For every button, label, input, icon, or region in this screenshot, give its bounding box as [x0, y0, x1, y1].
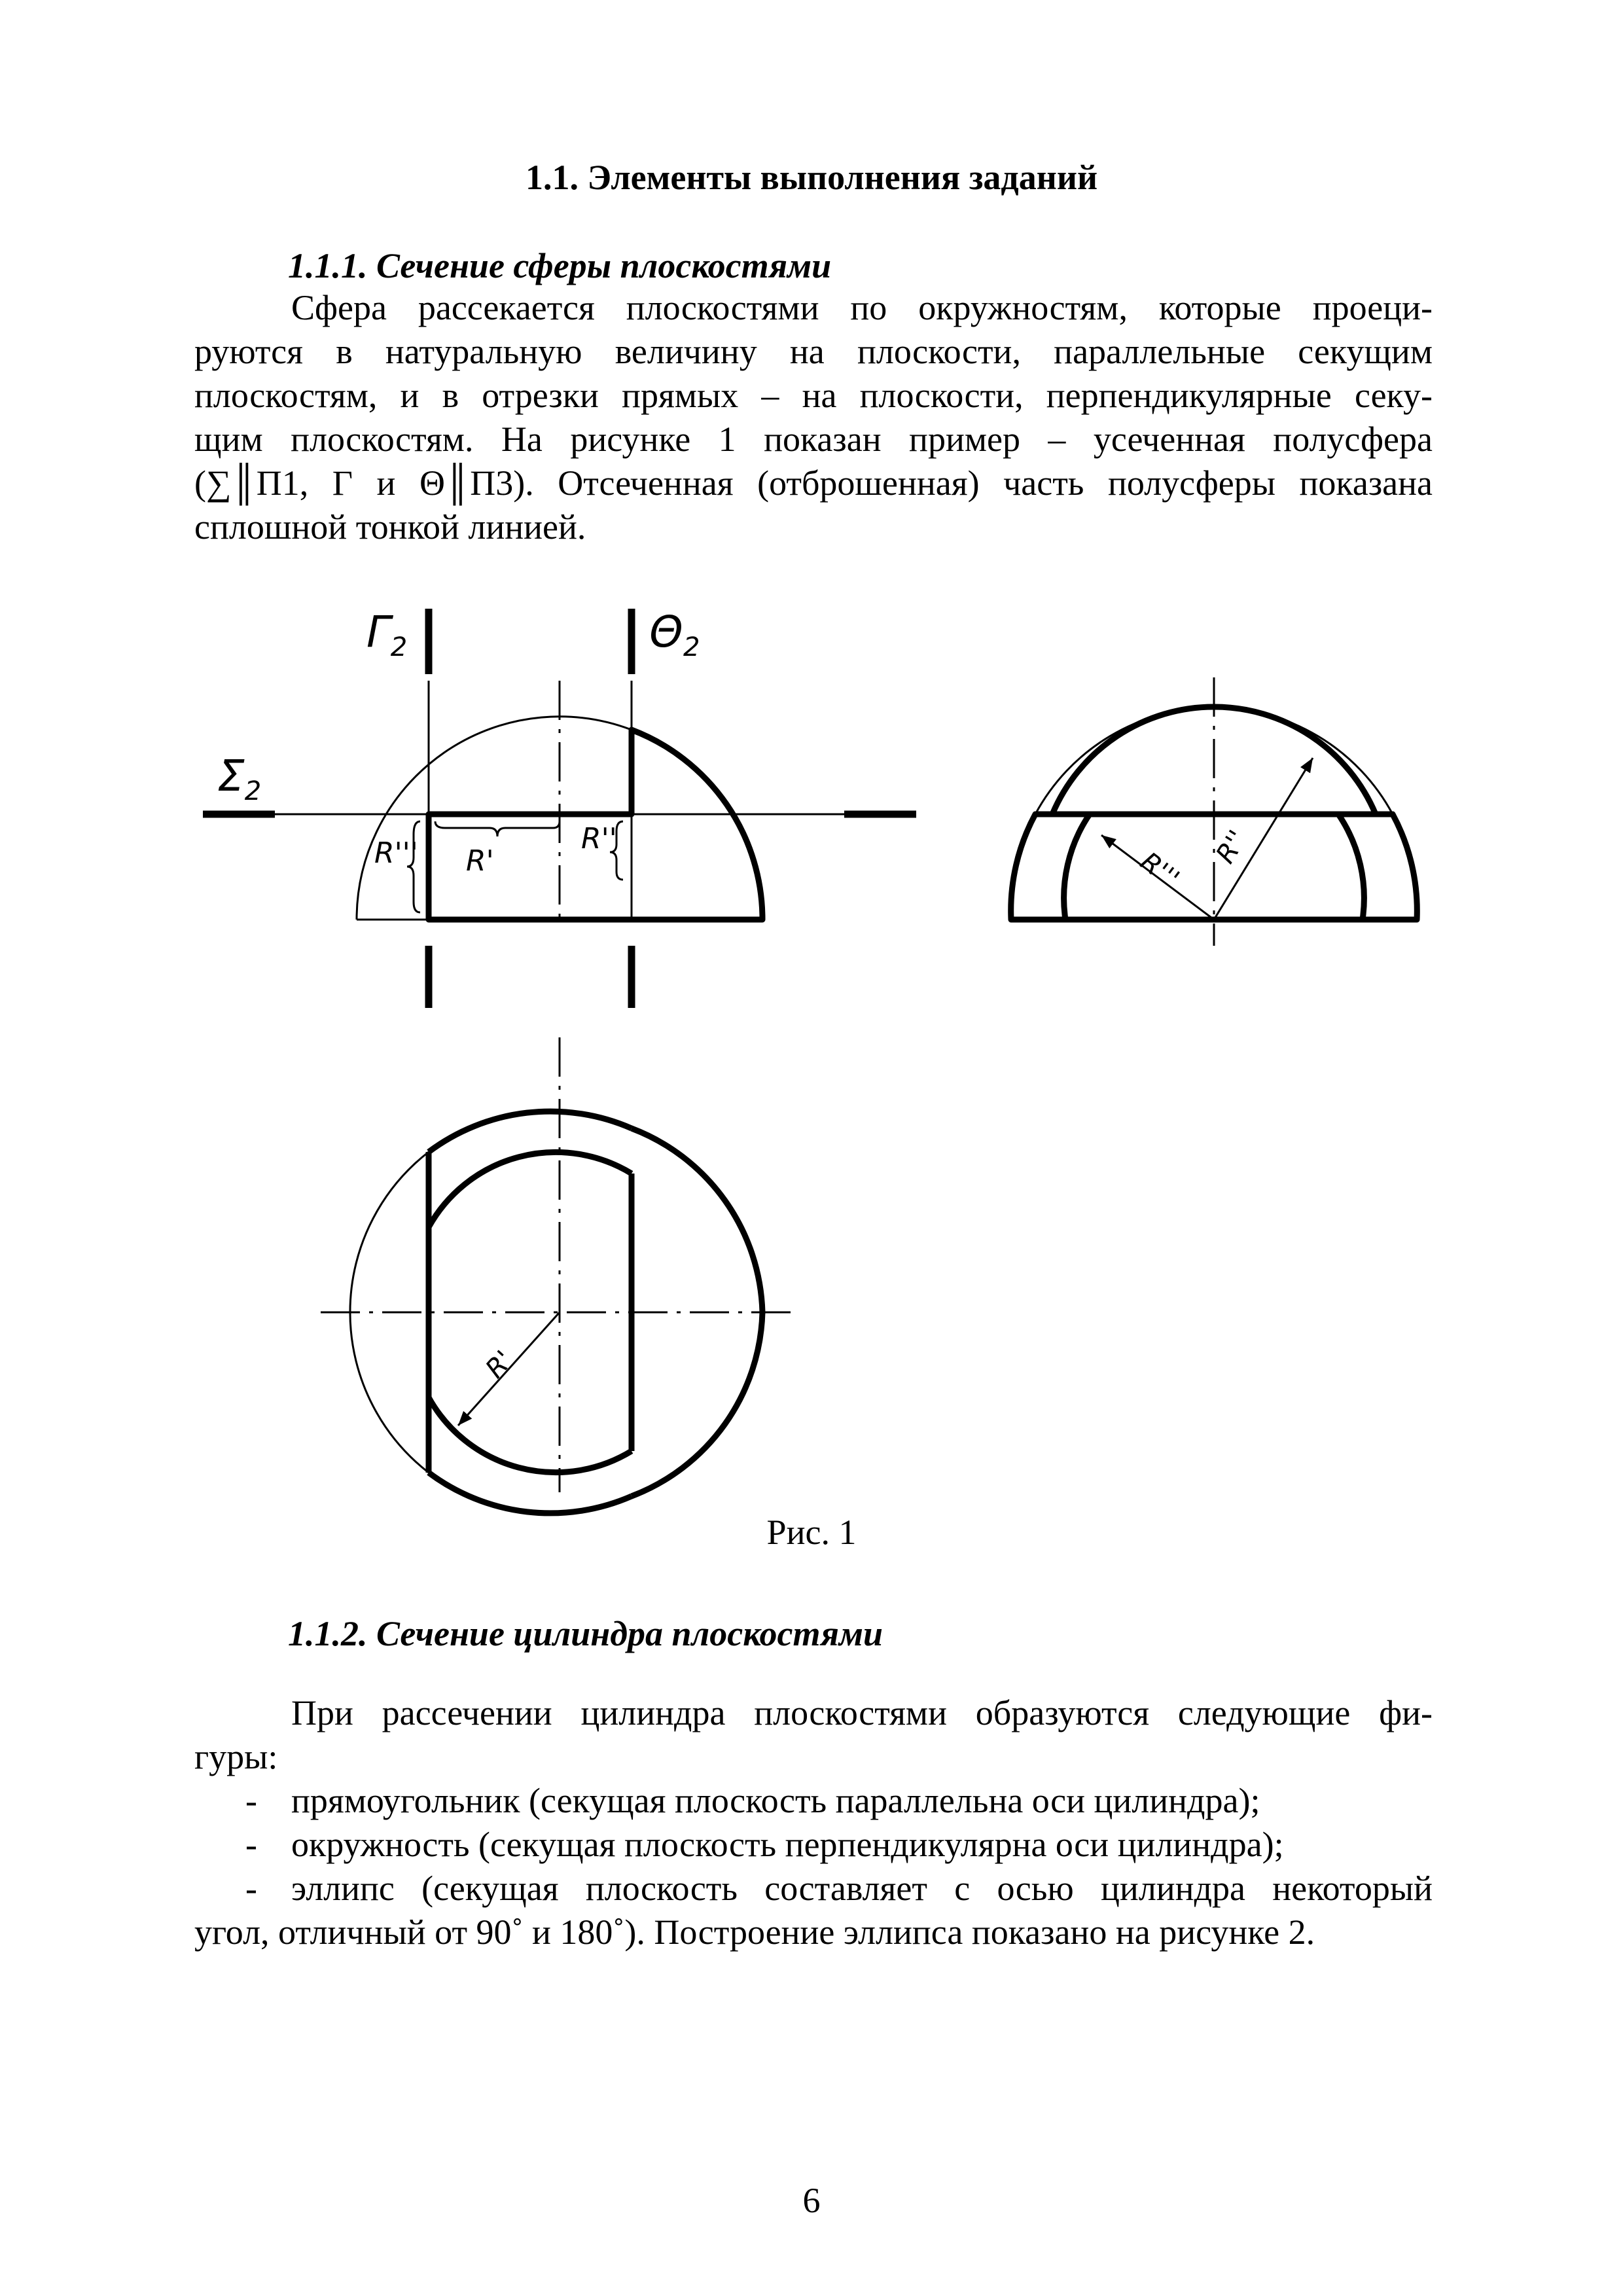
label-r-double: R'' — [581, 822, 617, 855]
paragraph-cylinder-section — [194, 1691, 1433, 1954]
text-line: руются в натуральную величину на плоскости, параллельные секущим — [194, 332, 1433, 371]
figure-caption: Рис. 1 — [766, 1513, 857, 1552]
list-item: - прямоугольник (секущая плоскость параллельна оси цилиндра); — [245, 1781, 1260, 1820]
text-line: щим плоскостям. На рисунке 1 показан пример – усеченная полусфера — [194, 420, 1433, 459]
side-view — [1011, 677, 1418, 946]
label-sigma-2: $\Sigma_2$ — [217, 751, 262, 806]
text-line: угол, отличный от 90˚ и 180˚). Построение эллипса показано на рисунке 2. — [194, 1912, 1315, 1952]
page-number: 6 — [802, 2181, 821, 2220]
list-item: - эллипс (секущая плоскость составляет с осью цилиндра некоторый — [245, 1869, 1433, 1908]
inner-section-arc — [429, 1397, 632, 1473]
front-view — [203, 609, 916, 1008]
text-line: При рассечении цилиндра плоскостями образуются следующие фи- — [291, 1693, 1433, 1732]
label-r-triple-side: R''' — [1134, 846, 1185, 895]
subscript: 2 — [244, 776, 262, 806]
removed-portion-outline — [357, 717, 632, 920]
label-r-single: R' — [466, 844, 494, 878]
text-line: Сфера рассекается плоскостями по окружностям, которые проеци- — [291, 288, 1433, 327]
label-r-single-top: R' — [480, 1345, 520, 1384]
inner-section-arc — [1064, 814, 1090, 920]
retained-outline — [429, 1107, 762, 1505]
label-gamma-2: $Г_2$ — [366, 607, 408, 662]
top-view — [321, 1037, 798, 1513]
inner-section-arc — [429, 1152, 632, 1227]
label-r-double-side: R'' — [1210, 825, 1253, 869]
subsection-heading-sphere: 1.1.1. Сечение сферы плоскостями — [288, 246, 832, 285]
label-r-triple: R''' — [374, 836, 418, 870]
section-heading: 1.1. Элементы выполнения заданий — [525, 158, 1098, 197]
text-line: гуры: — [194, 1737, 278, 1776]
subsection-heading-cylinder: 1.1.2. Сечение цилиндра плоскостями — [288, 1614, 883, 1653]
label-theta-2: $\Theta_2$ — [649, 607, 700, 662]
list-item-text: эллипс (секущая плоскость составляет с осью цилиндра некоторый — [291, 1869, 1433, 1908]
brace-r-single — [435, 821, 560, 836]
text-line: плоскостям, и в отрезки прямых – на плоскости, перпендикулярные секу- — [194, 376, 1433, 415]
subscript: 2 — [390, 632, 408, 662]
text-line: (∑║П1, Г и Θ║П3). Отсеченная (отброшенная) часть полусферы показана — [194, 463, 1433, 503]
text-line: сплошной тонкой линией. — [194, 507, 586, 547]
list-item-text: окружность (секущая плоскость перпендикулярна оси цилиндра); — [291, 1825, 1284, 1864]
subscript: 2 — [683, 632, 700, 662]
inner-section-arc — [1338, 814, 1364, 920]
list-item: - окружность (секущая плоскость перпендикулярна оси цилиндра); — [245, 1825, 1284, 1864]
list-item-text: прямоугольник (секущая плоскость параллельна оси цилиндра); — [291, 1781, 1260, 1820]
